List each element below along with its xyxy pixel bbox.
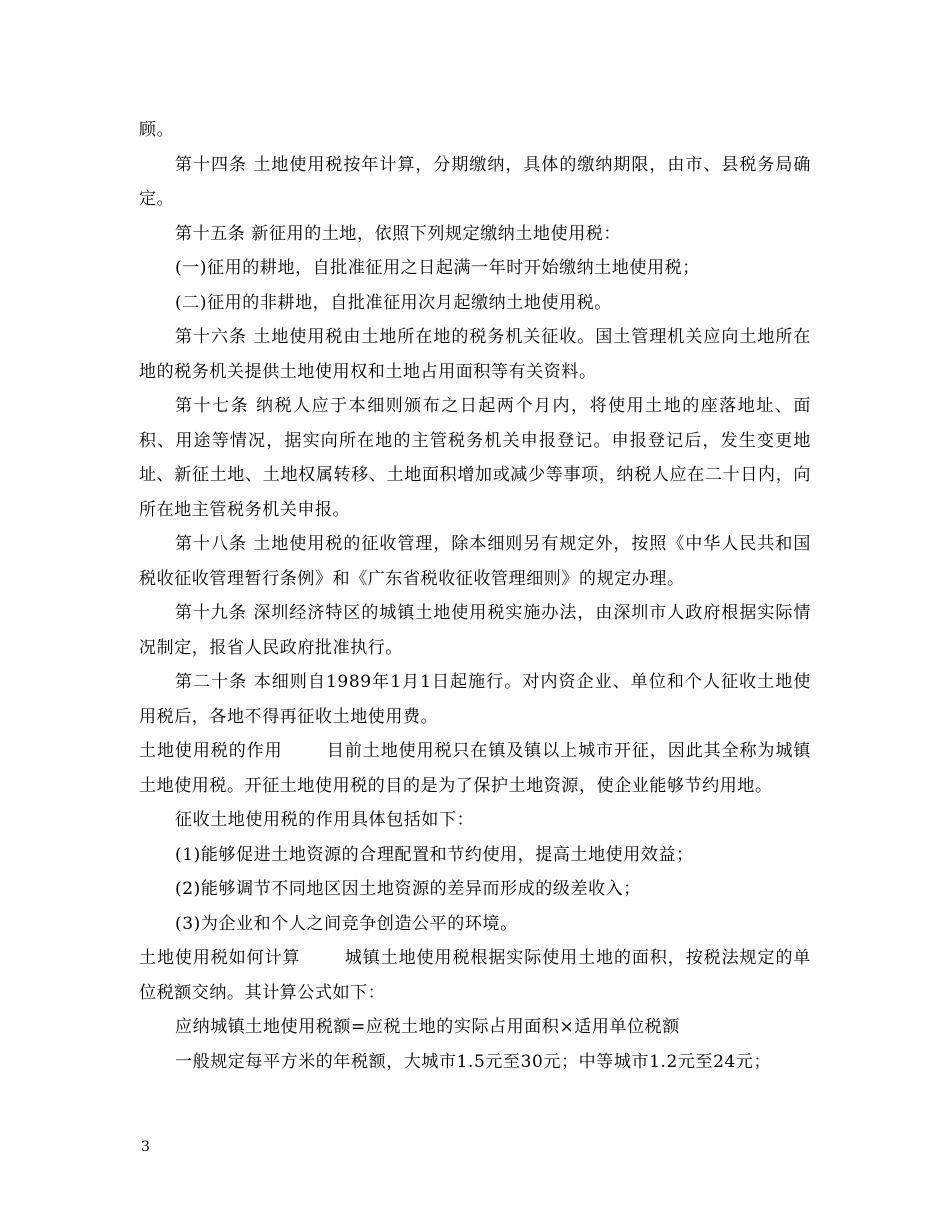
paragraph-continuation: 顾。 xyxy=(139,120,175,140)
article-19: 第十九条 深圳经济特区的城镇土地使用税实施办法，由深圳市人政府根据实际情况制定，报省人民政府批准执行。 xyxy=(139,603,811,658)
effect-item-1: (1)能够促进土地资源的合理配置和节约使用，提高土地使用效益； xyxy=(175,844,694,865)
calc-formula: 应纳城镇土地使用税额=应税土地的实际占用面积×适用单位税额 xyxy=(175,1017,680,1037)
section-calc-text: 城镇土地使用税根据实际使用土地的面积，按税法规定的单位税额交纳。其计算公式如下： xyxy=(139,948,811,1003)
section-calc-heading: 土地使用税如何计算 xyxy=(139,948,301,968)
section-effect-heading: 土地使用税的作用 xyxy=(139,741,283,761)
article-16: 第十六条 土地使用税由土地所在地的税务机关征收。国土管理机关应向土地所在地的税务机关提供土地使用权和土地占用面积等有关资料。 xyxy=(139,327,811,382)
article-14: 第十四条 土地使用税按年计算，分期缴纳，具体的缴纳期限，由市、县税务局确定。 xyxy=(139,154,811,209)
section-effect xyxy=(139,734,811,803)
page-number: 3 xyxy=(141,1139,150,1155)
article-15-item-1: (一)征用的耕地，自批准征用之日起满一年时开始缴纳土地使用税； xyxy=(175,258,700,278)
document-body xyxy=(139,113,811,1079)
section-calc xyxy=(139,941,811,1010)
section-effect-text: 目前土地使用税只在镇及镇以上城市开征，因此其全称为城镇土地使用税。开征土地使用税的目的是为了保护土地资源，使企业能够节约用地。 xyxy=(139,741,811,796)
effect-item-2: (2)能够调节不同地区因土地资源的差异而形成的级差收入； xyxy=(175,879,641,899)
effect-item-3: (3)为企业和个人之间竞争创造公平的环境。 xyxy=(175,913,518,934)
article-15: 第十五条 新征用的土地，依照下列规定缴纳土地使用税： xyxy=(175,223,622,244)
article-20: 第二十条 本细则自1989年1月1日起施行。对内资企业、单位和个人征收土地使用税后，各地不得再征收土地使用费。 xyxy=(139,672,811,727)
effect-intro: 征收土地使用税的作用具体包括如下： xyxy=(175,810,475,830)
article-17: 第十七条 纳税人应于本细则颁布之日起两个月内，将使用土地的座落地址、面积、用途等情况，据实向所在地的主管税务机关申报登记。申报登记后，发生变更地址、新征土地、土地权属转移、土地面积增加或减少等事项，纳税人应在二十日内，向所在地主管税务机关申报。 xyxy=(139,396,811,520)
calc-rates: 一般规定每平方米的年税额，大城市1.5元至30元；中等城市1.2元至24元； xyxy=(175,1051,772,1072)
article-15-item-2: (二)征用的非耕地，自批准征用次月起缴纳土地使用税。 xyxy=(175,292,612,313)
article-18: 第十八条 土地使用税的征收管理，除本细则另有规定外，按照《中华人民共和国税收征收管理暂行条例》和《广东省税收征收管理细则》的规定办理。 xyxy=(139,534,811,589)
